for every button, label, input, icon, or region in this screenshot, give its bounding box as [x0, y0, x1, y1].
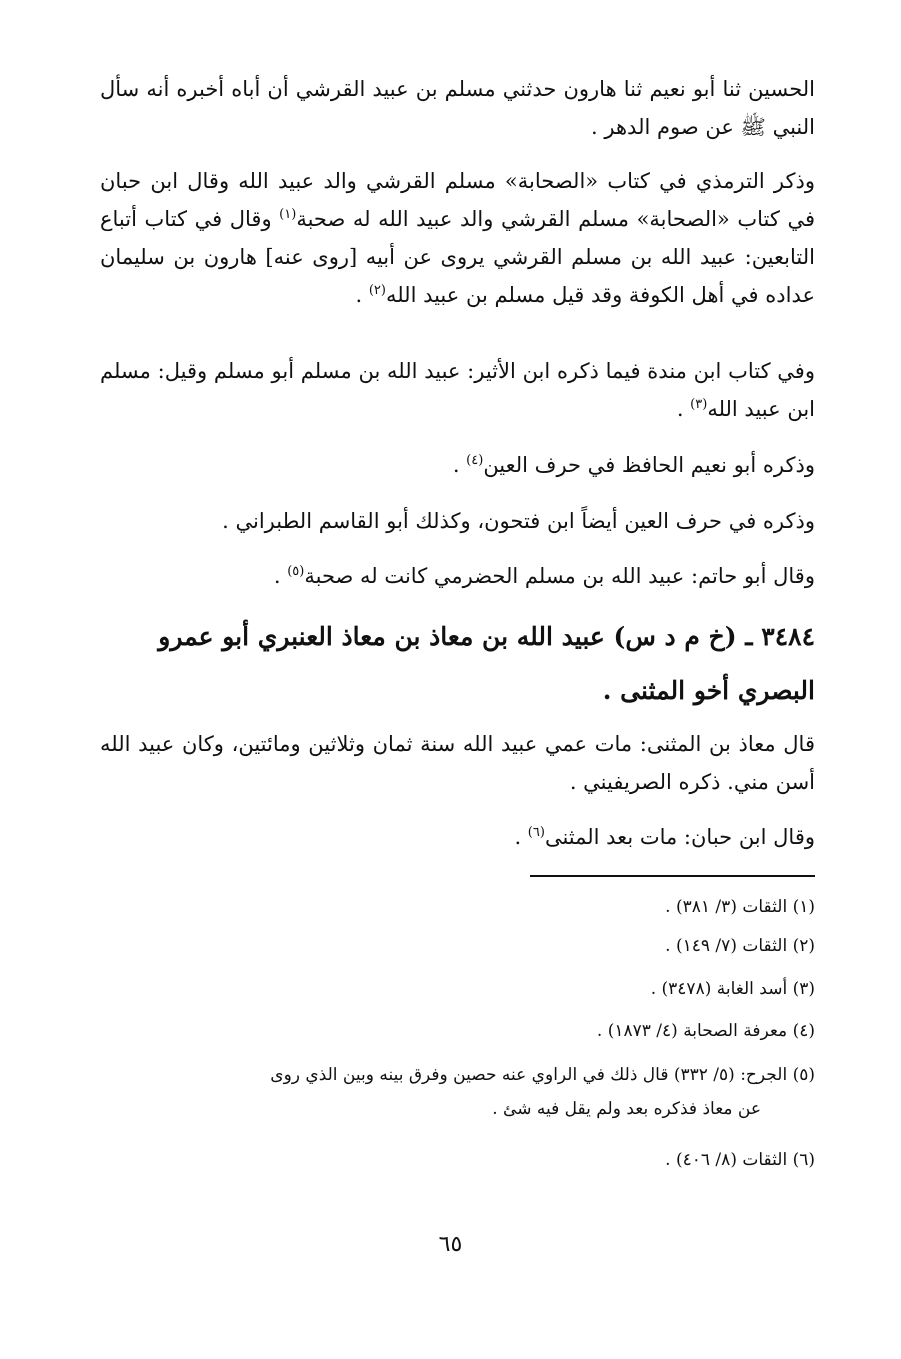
paragraph-text: الحسين ثنا أبو نعيم ثنا هارون حدثني مسلم بن عبيد القرشي أن أباه أخبره أنه سأل النبي ﷺ عن صوم الدهر . — [100, 77, 815, 139]
footnote-text-continued: عن معاذ فذكره بعد ولم يقل فيه شئ . — [492, 1099, 761, 1119]
paragraph-text-cont: وقال في كتاب أتباع التابعين: عبيد الله بن مسلم القرشي يروى عن أبيه [روى عنه] هارون بن سليمان عداده في أهل الكوفة وقد قيل مسلم بن عبيد الله — [100, 207, 815, 307]
footnote-ref-2[interactable]: (٢) — [368, 283, 386, 298]
paragraph-4 — [100, 446, 815, 484]
page-number: ٦٥ — [438, 1232, 463, 1257]
paragraph-text-end: . — [355, 283, 369, 307]
paragraph-text: وذكره في حرف العين أيضاً ابن فتحون، وكذلك أبو القاسم الطبراني . — [222, 509, 815, 533]
footnote-4 — [100, 1014, 815, 1048]
footnote-ref-6[interactable]: (٦) — [527, 825, 545, 840]
footnote-number: (٥) — [792, 1065, 815, 1085]
paragraph-5 — [100, 502, 815, 540]
footnote-number: (١) — [792, 897, 815, 917]
paragraph-2 — [100, 162, 815, 314]
paragraph-1 — [100, 70, 815, 146]
footnote-3 — [100, 972, 815, 1006]
book-page — [100, 70, 815, 1300]
footnote-text: الجرح: (٥/ ٣٣٢) قال ذلك في الراوي عنه حصين وفرق بينه وبين الذي روى — [270, 1065, 788, 1085]
paragraph-text-end: . — [676, 397, 691, 421]
footnote-number: (٣) — [792, 979, 815, 999]
footnote-text: الثقات (٧/ ١٤٩) . — [665, 936, 788, 956]
entry-heading: ٣٤٨٤ ـ (خ م د س) عبيد الله بن معاذ بن معاذ العنبري أبو عمرو البصري أخو المثنى . — [158, 622, 815, 705]
footnote-divider — [530, 875, 815, 877]
paragraph-text: وقال أبو حاتم: عبيد الله بن مسلم الحضرمي كانت له صحبة — [304, 564, 815, 588]
paragraph-text: وقال ابن حبان: مات بعد المثنى — [544, 825, 815, 849]
paragraph-text-end: . — [452, 453, 467, 477]
footnote-text: الثقات (٨/ ٤٠٦) . — [665, 1150, 788, 1170]
paragraph-3 — [100, 352, 815, 428]
entry-paragraph-1 — [100, 725, 815, 801]
footnote-number: (٤) — [792, 1021, 815, 1041]
paragraph-text: وذكره أبو نعيم الحافظ في حرف العين — [483, 453, 815, 477]
footnote-number: (٦) — [792, 1150, 815, 1170]
footnote-number: (٢) — [792, 936, 815, 956]
paragraph-text: وفي كتاب ابن مندة فيما ذكره ابن الأثير: عبيد الله بن مسلم أبو مسلم وقيل: مسلم ابن عبيد الله — [100, 359, 815, 421]
footnote-text: أسد الغابة (٣٤٧٨) . — [650, 979, 788, 999]
footnote-1 — [100, 890, 815, 924]
footnote-2 — [100, 929, 815, 963]
paragraph-text-end: . — [514, 825, 528, 849]
footnote-ref-1[interactable]: (١) — [279, 207, 297, 222]
paragraph-6 — [100, 557, 815, 595]
paragraph-text: وذكر الترمذي في كتاب «الصحابة» مسلم القرشي والد عبيد الله وقال ابن حبان في كتاب «الصحابة» مسلم القرشي والد عبيد الله له صحبة — [100, 169, 815, 231]
footnote-text: الثقات (٣/ ٣٨١) . — [665, 897, 788, 917]
entry-paragraph-2 — [100, 818, 815, 856]
footnote-ref-4[interactable]: (٤) — [466, 453, 484, 468]
footnote-6 — [100, 1143, 815, 1177]
paragraph-text-end: . — [273, 564, 288, 588]
footnote-ref-5[interactable]: (٥) — [287, 564, 305, 579]
paragraph-text: قال معاذ بن المثنى: مات عمي عبيد الله سنة ثمان وثلاثين ومائتين، وكان عبيد الله أسن مني. ذكره الصريفيني . — [100, 732, 815, 794]
footnote-text: معرفة الصحابة (٤/ ١٨٧٣) . — [596, 1021, 788, 1041]
footnote-5 — [100, 1058, 815, 1126]
footnote-ref-3[interactable]: (٣) — [690, 397, 708, 412]
